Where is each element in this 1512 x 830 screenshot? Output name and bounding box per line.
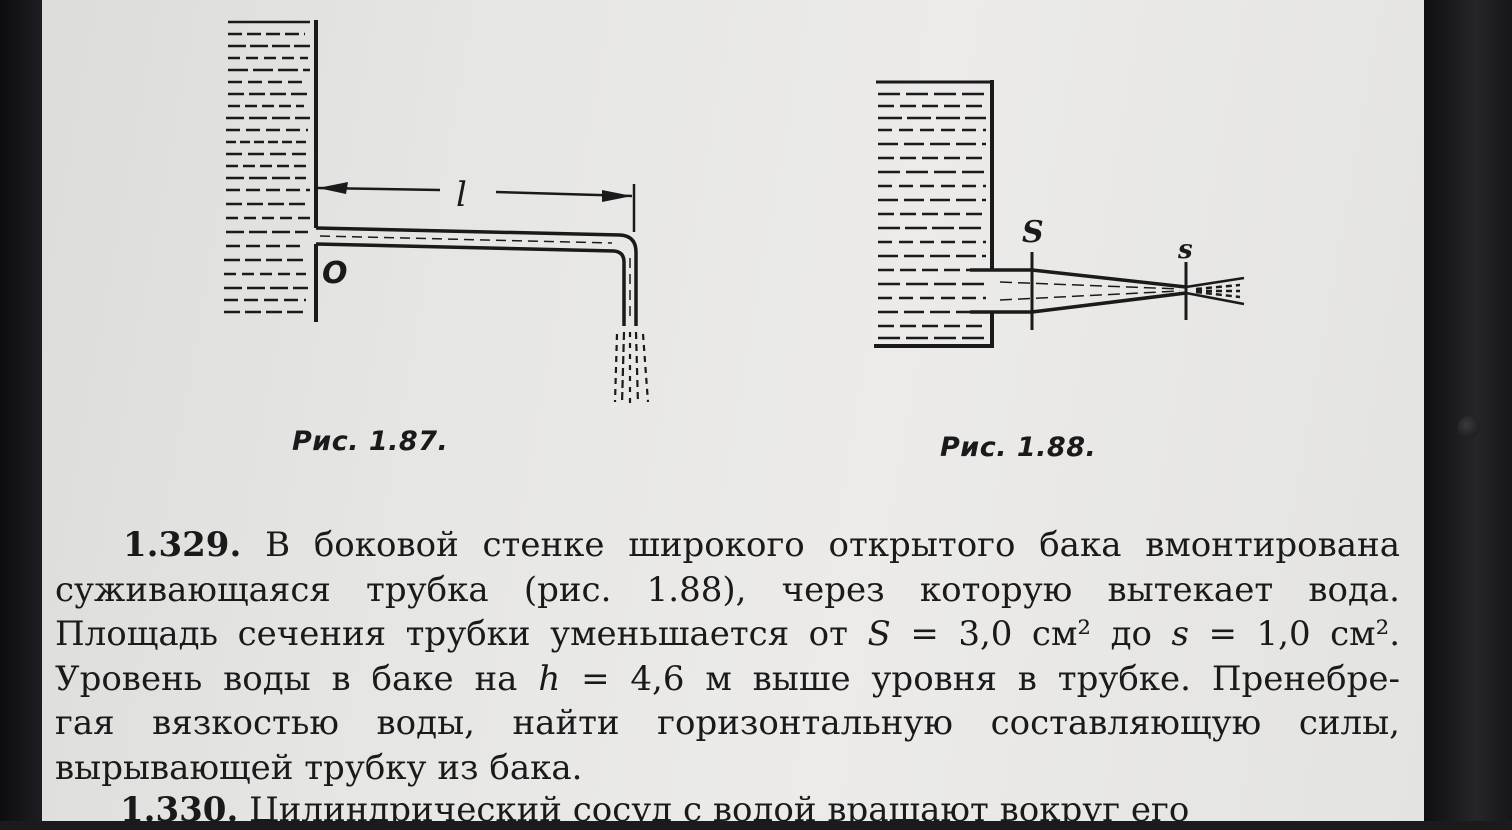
tank-water-hatching <box>224 22 310 312</box>
figure-1-87 <box>224 20 648 404</box>
water-stream <box>615 332 648 404</box>
tube-lower-edge <box>1032 293 1186 312</box>
problem-line-1-text: В боковой стенке широкого открытого бака вмонтирована <box>265 525 1400 565</box>
problem-number: 1.329. <box>123 525 242 565</box>
line3-a: Площадь сечения трубки уменьшается от <box>55 614 848 655</box>
next-problem-number: 1.330. <box>120 790 239 830</box>
var-s: s <box>1171 614 1189 655</box>
problem-line-5: гая вязкостью воды, найти горизонтальную составляющую силы, <box>55 703 1400 744</box>
line3-b: = 3,0 см² до <box>890 614 1152 655</box>
caption-fig-1-87: Рис. 1.87. <box>292 426 449 457</box>
tank-water-hatching <box>878 94 986 338</box>
label-l: l <box>456 175 467 215</box>
pipe-lower-edge <box>316 244 624 326</box>
problem-line-2: суживающаяся трубка (рис. 1.88), через которую вытекает вода. <box>55 569 1400 610</box>
pipe-water <box>320 236 612 243</box>
problem-line-6: вырывающей трубку из бака. <box>55 747 583 788</box>
problem-1-329 <box>55 523 1400 791</box>
figure-1-88 <box>874 80 1244 348</box>
line4-a: Уровень воды в баке на <box>55 658 518 699</box>
device-bezel-right <box>1424 0 1512 821</box>
caption-fig-1-88: Рис. 1.88. <box>940 432 1097 463</box>
problem-line-4 <box>55 657 1400 702</box>
label-o: O <box>322 256 348 291</box>
pipe-upper-edge <box>316 228 636 326</box>
water-jet <box>1186 278 1244 304</box>
camera-icon <box>1458 416 1480 438</box>
label-s: s <box>1178 235 1193 265</box>
var-h: h <box>538 658 561 699</box>
label-S: S <box>1022 215 1044 250</box>
line3-c: = 1,0 см². <box>1188 614 1401 655</box>
next-problem-text: Цилиндрический сосуд с водой вращают вокруг его <box>249 790 1190 830</box>
var-S: S <box>867 614 891 655</box>
problem-line-3 <box>55 612 1400 657</box>
problem-1-330-partial <box>120 790 1189 830</box>
line4-b: = 4,6 м выше уровня в трубке. Пренебре- <box>560 658 1401 699</box>
problem-line-1 <box>55 523 1400 568</box>
